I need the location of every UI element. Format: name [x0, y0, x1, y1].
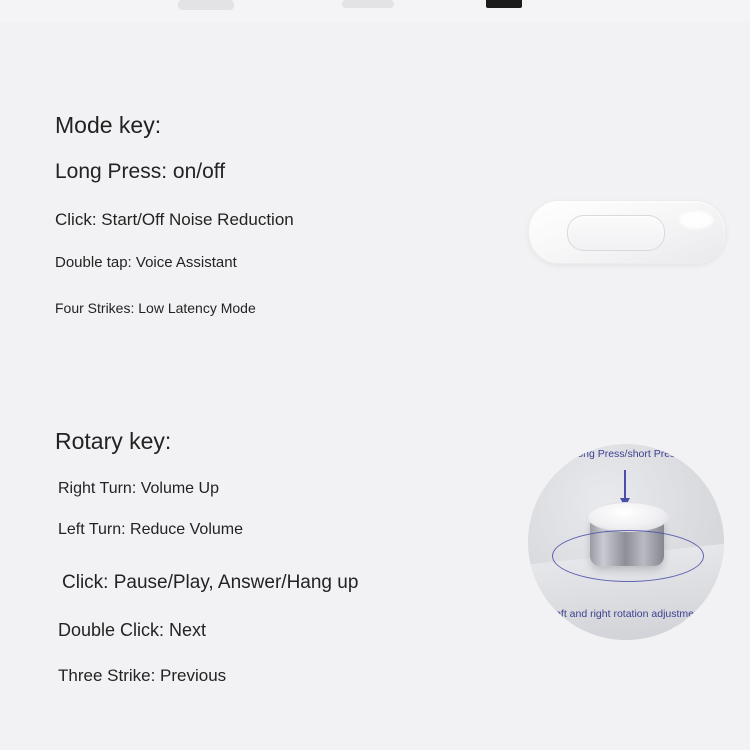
mode-key-line-four-strikes: Four Strikes: Low Latency Mode: [55, 300, 256, 316]
mode-key-line-long-press: Long Press: on/off: [55, 160, 226, 183]
rotary-key-heading: Rotary key:: [55, 428, 172, 454]
rotary-key-line-left-turn: Left Turn: Reduce Volume: [58, 521, 243, 538]
highlight-gloss: [679, 211, 713, 229]
rotary-key-illustration: [528, 444, 724, 640]
mode-key-line-click: Click: Start/Off Noise Reduction: [55, 210, 294, 229]
top-strip-blob-left: [178, 0, 234, 10]
rotation-ring-icon: [552, 530, 704, 582]
rotary-key-line-three-strike: Three Strike: Previous: [58, 666, 227, 685]
rotary-key-line-double-click: Double Click: Next: [58, 620, 207, 640]
mode-key-heading: Mode key:: [55, 112, 162, 138]
top-image-strip: [0, 0, 750, 22]
illustration-bottom-label: Left and right rotation adjustment: [549, 608, 703, 620]
top-strip-blob-dark: [486, 0, 522, 8]
top-strip-blob-middle: [342, 0, 394, 8]
mode-key-button-image: [528, 200, 726, 264]
mode-key-line-double-tap: Double tap: Voice Assistant: [55, 254, 237, 271]
rotary-key-line-click: Click: Pause/Play, Answer/Hang up: [62, 572, 359, 593]
illustration-top-label: Long Press/short Press: [571, 448, 681, 460]
rotary-knob-top: [587, 502, 669, 532]
mode-key-pill-button: [567, 215, 665, 251]
down-arrow-icon: [624, 470, 626, 500]
rotary-key-line-right-turn: Right Turn: Volume Up: [58, 480, 219, 497]
